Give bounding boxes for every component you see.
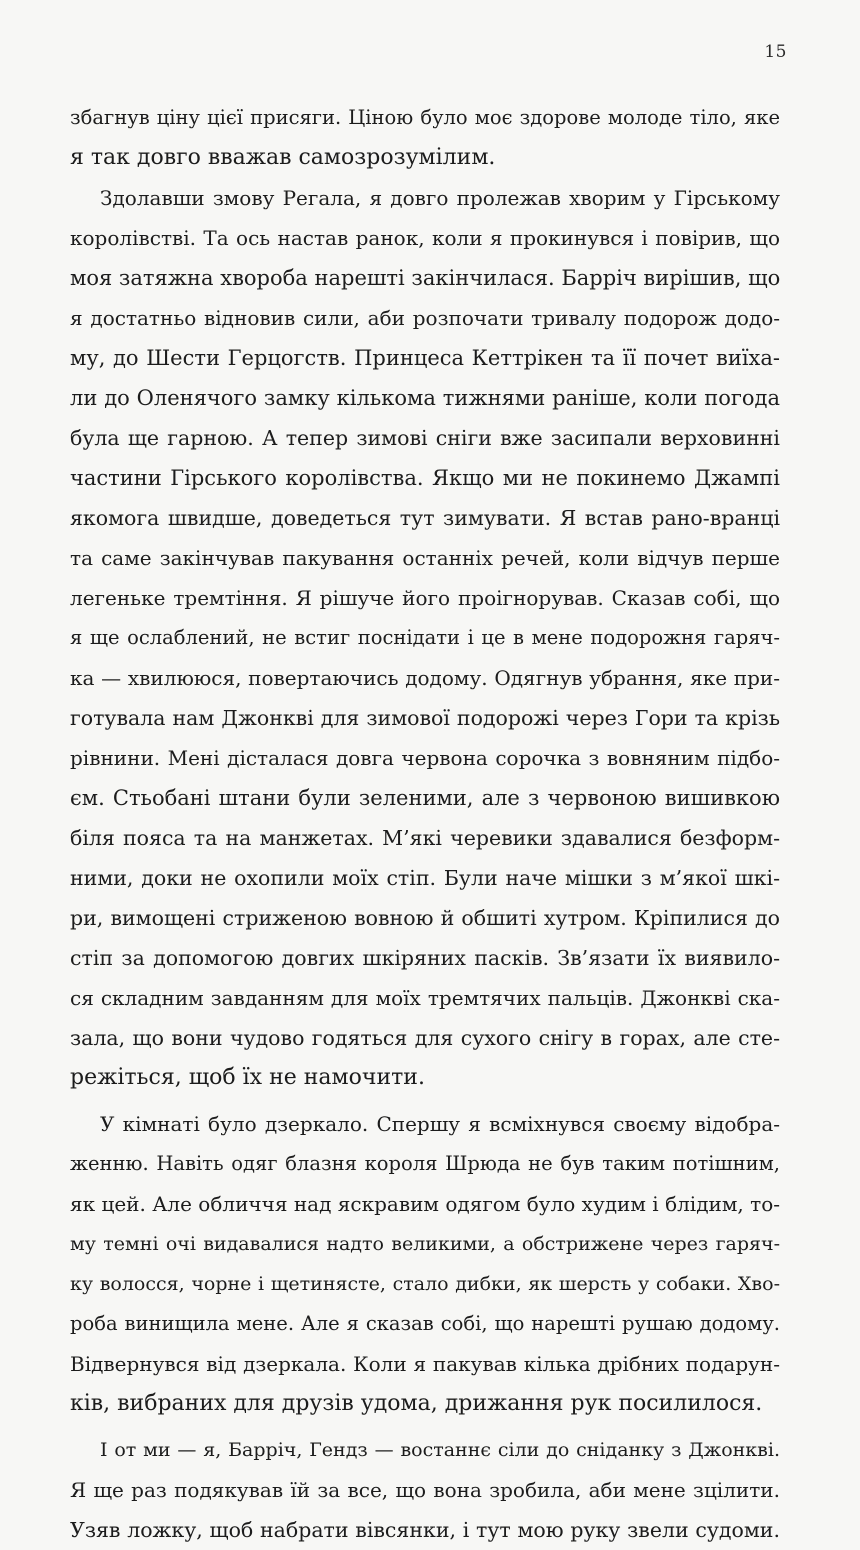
text-line: роба винищила мене. Але я сказав собі, що нарешті рушаю додому. <box>70 1312 780 1335</box>
text-line: ли до Оленячого замку кількома тижнями раніше, коли погода <box>70 386 780 410</box>
text-line: Здолавши змову Регала, я довго пролежав хворим у Гірському <box>100 186 780 210</box>
text-line: режіться, щоб їх не намочити. <box>70 1065 425 1090</box>
text-line: І от ми — я, Барріч, Гендз — востаннє сіли до сніданку з Джонкві. <box>100 1439 780 1461</box>
text-line: му, до Шести Герцогств. Принцеса Кеттрікен та її почет виїха- <box>70 346 780 370</box>
text-line: У кімнаті було дзеркало. Спершу я всміхнувся своєму відобра- <box>100 1112 780 1136</box>
text-line: біля пояса та на манжетах. М’які черевики здавалися безформ- <box>70 826 780 850</box>
text-line: легеньке тремтіння. Я рішуче його проігнорував. Сказав собі, що <box>70 586 780 610</box>
text-line: Я ще раз подякував їй за все, що вона зробила, аби мене зцілити. <box>70 1478 780 1502</box>
text-line: як цей. Але обличчя над яскравим одягом було худим і блідим, то- <box>70 1192 780 1216</box>
text-line: та саме закінчував пакування останніх речей, коли відчув перше <box>70 546 780 570</box>
text-line: Відвернувся від дзеркала. Коли я пакував кілька дрібних подарун- <box>70 1352 780 1376</box>
text-line: я так довго вважав самозрозумілим. <box>70 145 496 170</box>
text-line: женню. Навіть одяг блазня короля Шрюда не був таким потішним, <box>70 1152 780 1175</box>
text-line: ся складним завданням для моїх тремтячих пальців. Джонкві ска- <box>70 986 780 1010</box>
text-line: збагнув ціну цієї присяги. Ціною було моє здорове молоде тіло, яке <box>70 106 780 129</box>
text-line: ків, вибраних для друзів удома, дрижання рук посилилося. <box>70 1391 763 1416</box>
paragraph <box>70 98 780 178</box>
text-line: зала, що вони чудово годяться для сухого снігу в горах, але сте- <box>70 1026 780 1050</box>
text-line: якомога швидше, доведеться тут зимувати. Я встав рано-вранці <box>70 506 780 530</box>
text-line: я ще ослаблений, не встиг поснідати і це в мене подорожня гаряч- <box>70 626 780 649</box>
text-line: була ще гарною. А тепер зимові сніги вже засипали верховинні <box>70 426 780 450</box>
text-line: готувала нам Джонкві для зимової подорожі через Гори та крізь <box>70 706 780 730</box>
text-line: ка — хвилююся, повертаючись додому. Одягнув убрання, яке при- <box>70 666 780 690</box>
text-line: рівнини. Мені дісталася довга червона сорочка з вовняним підбо- <box>70 746 780 770</box>
text-line: му темні очі видавалися надто великими, а обстрижене через гаряч- <box>70 1233 780 1255</box>
text-line: ними, доки не охопили моїх стіп. Були наче мішки з м’якої шкі- <box>70 866 780 890</box>
text-line: єм. Стьобані штани були зеленими, але з червоною вишивкою <box>70 786 780 810</box>
paragraph <box>70 178 780 1098</box>
body-text <box>70 98 780 1550</box>
text-line: ку волосся, чорне і щетинясте, стало дибки, як шерсть у собаки. Хво- <box>70 1273 780 1295</box>
text-line: частини Гірського королівства. Якщо ми не покинемо Джампі <box>70 466 780 490</box>
text-line: я достатньо відновив сили, аби розпочати тривалу подорож додо- <box>70 306 780 330</box>
paragraph <box>70 1104 780 1424</box>
text-line: моя затяжна хвороба нарешті закінчилася. Барріч вирішив, що <box>70 266 781 290</box>
text-line: ри, вимощені стриженою вовною й обшиті хутром. Кріпилися до <box>70 906 780 930</box>
text-line: Узяв ложку, щоб набрати вівсянки, і тут мою руку звели судоми. <box>70 1518 780 1542</box>
paragraph <box>70 1430 780 1550</box>
page-number: 15 <box>764 42 787 62</box>
text-line: стіп за допомогою довгих шкіряних пасків. Зв’язати їх виявило- <box>70 946 780 970</box>
text-line: королівстві. Та ось настав ранок, коли я прокинувся і повірив, що <box>70 226 780 250</box>
